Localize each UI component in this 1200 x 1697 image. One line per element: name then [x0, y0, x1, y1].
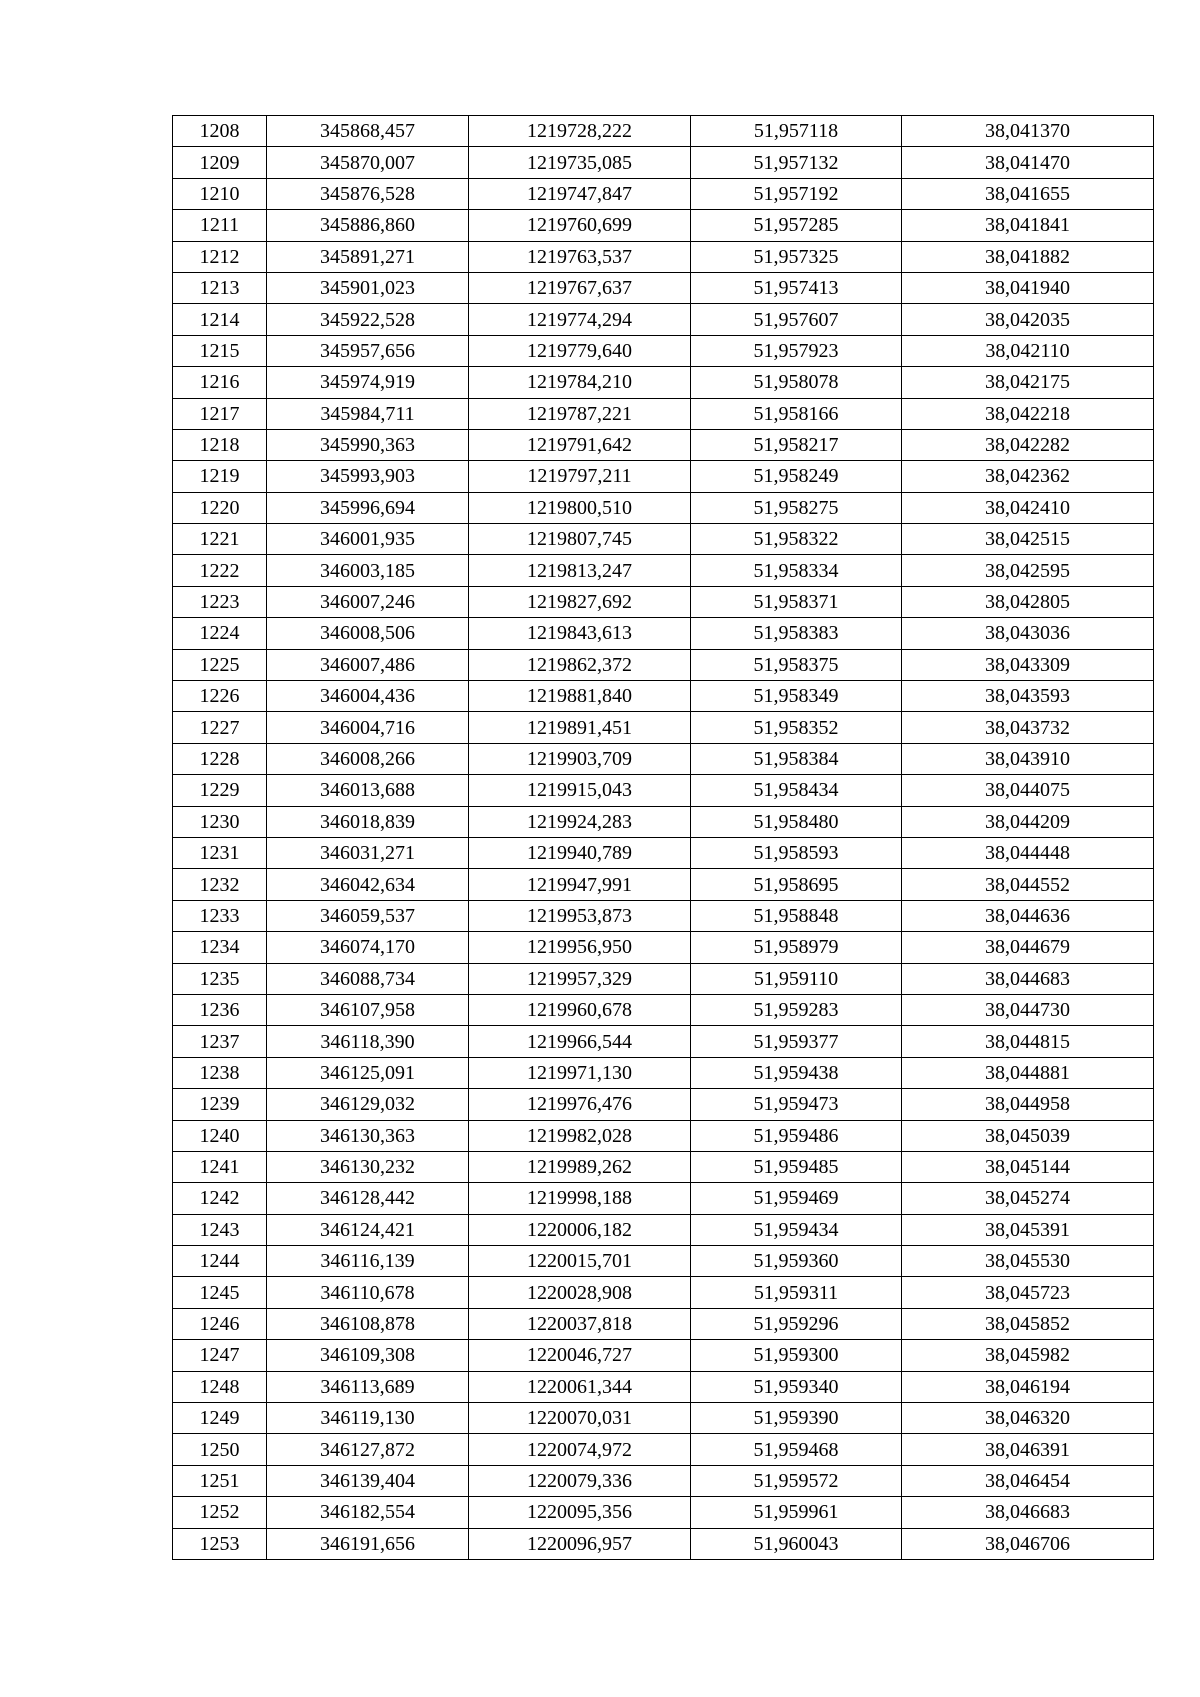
point-number-cell: 1244 — [173, 1246, 267, 1277]
longitude-cell: 38,041940 — [902, 272, 1154, 303]
latitude-cell: 51,959572 — [691, 1465, 902, 1496]
table-row — [173, 398, 1154, 429]
table-row — [173, 116, 1154, 147]
y-coordinate-cell: 1219728,222 — [469, 116, 691, 147]
x-coordinate-cell: 346113,689 — [267, 1371, 469, 1402]
longitude-cell: 38,045274 — [902, 1183, 1154, 1214]
longitude-cell: 38,045144 — [902, 1151, 1154, 1182]
longitude-cell: 38,042410 — [902, 492, 1154, 523]
longitude-cell: 38,045982 — [902, 1340, 1154, 1371]
table-row — [173, 335, 1154, 366]
latitude-cell: 51,958322 — [691, 524, 902, 555]
point-number-cell: 1251 — [173, 1465, 267, 1496]
table-row — [173, 1403, 1154, 1434]
y-coordinate-cell: 1219774,294 — [469, 304, 691, 335]
longitude-cell: 38,046391 — [902, 1434, 1154, 1465]
y-coordinate-cell: 1219760,699 — [469, 210, 691, 241]
table-row — [173, 1465, 1154, 1496]
longitude-cell: 38,044683 — [902, 963, 1154, 994]
x-coordinate-cell: 345886,860 — [267, 210, 469, 241]
point-number-cell: 1232 — [173, 869, 267, 900]
point-number-cell: 1211 — [173, 210, 267, 241]
point-number-cell: 1229 — [173, 775, 267, 806]
point-number-cell: 1238 — [173, 1057, 267, 1088]
table-row — [173, 492, 1154, 523]
longitude-cell: 38,044209 — [902, 806, 1154, 837]
latitude-cell: 51,959473 — [691, 1089, 902, 1120]
table-row — [173, 1057, 1154, 1088]
table-row — [173, 1277, 1154, 1308]
latitude-cell: 51,958371 — [691, 586, 902, 617]
x-coordinate-cell: 346003,185 — [267, 555, 469, 586]
longitude-cell: 38,041841 — [902, 210, 1154, 241]
x-coordinate-cell: 345891,271 — [267, 241, 469, 272]
y-coordinate-cell: 1219827,692 — [469, 586, 691, 617]
longitude-cell: 38,044075 — [902, 775, 1154, 806]
y-coordinate-cell: 1219779,640 — [469, 335, 691, 366]
table-row — [173, 1214, 1154, 1245]
point-number-cell: 1215 — [173, 335, 267, 366]
x-coordinate-cell: 346129,032 — [267, 1089, 469, 1120]
longitude-cell: 38,046706 — [902, 1528, 1154, 1559]
x-coordinate-cell: 346001,935 — [267, 524, 469, 555]
x-coordinate-cell: 346130,363 — [267, 1120, 469, 1151]
point-number-cell: 1212 — [173, 241, 267, 272]
latitude-cell: 51,958166 — [691, 398, 902, 429]
x-coordinate-cell: 346042,634 — [267, 869, 469, 900]
x-coordinate-cell: 346119,130 — [267, 1403, 469, 1434]
x-coordinate-cell: 346110,678 — [267, 1277, 469, 1308]
point-number-cell: 1210 — [173, 178, 267, 209]
latitude-cell: 51,959283 — [691, 994, 902, 1025]
longitude-cell: 38,043732 — [902, 712, 1154, 743]
y-coordinate-cell: 1220061,344 — [469, 1371, 691, 1402]
point-number-cell: 1242 — [173, 1183, 267, 1214]
y-coordinate-cell: 1220028,908 — [469, 1277, 691, 1308]
latitude-cell: 51,958384 — [691, 743, 902, 774]
point-number-cell: 1223 — [173, 586, 267, 617]
latitude-cell: 51,959961 — [691, 1497, 902, 1528]
latitude-cell: 51,959485 — [691, 1151, 902, 1182]
table-row — [173, 869, 1154, 900]
latitude-cell: 51,957132 — [691, 147, 902, 178]
table-row — [173, 618, 1154, 649]
latitude-cell: 51,958249 — [691, 461, 902, 492]
x-coordinate-cell: 345993,903 — [267, 461, 469, 492]
longitude-cell: 38,044958 — [902, 1089, 1154, 1120]
y-coordinate-cell: 1219800,510 — [469, 492, 691, 523]
longitude-cell: 38,045039 — [902, 1120, 1154, 1151]
x-coordinate-cell: 345984,711 — [267, 398, 469, 429]
latitude-cell: 51,958375 — [691, 649, 902, 680]
x-coordinate-cell: 346013,688 — [267, 775, 469, 806]
x-coordinate-cell: 345901,023 — [267, 272, 469, 303]
longitude-cell: 38,045530 — [902, 1246, 1154, 1277]
x-coordinate-cell: 346008,266 — [267, 743, 469, 774]
y-coordinate-cell: 1219862,372 — [469, 649, 691, 680]
latitude-cell: 51,957192 — [691, 178, 902, 209]
point-number-cell: 1253 — [173, 1528, 267, 1559]
longitude-cell: 38,042218 — [902, 398, 1154, 429]
point-number-cell: 1227 — [173, 712, 267, 743]
table-row — [173, 1183, 1154, 1214]
x-coordinate-cell: 346182,554 — [267, 1497, 469, 1528]
y-coordinate-cell: 1219763,537 — [469, 241, 691, 272]
longitude-cell: 38,044730 — [902, 994, 1154, 1025]
longitude-cell: 38,042362 — [902, 461, 1154, 492]
latitude-cell: 51,958434 — [691, 775, 902, 806]
y-coordinate-cell: 1219767,637 — [469, 272, 691, 303]
y-coordinate-cell: 1219971,130 — [469, 1057, 691, 1088]
latitude-cell: 51,957118 — [691, 116, 902, 147]
x-coordinate-cell: 346007,486 — [267, 649, 469, 680]
point-number-cell: 1218 — [173, 429, 267, 460]
point-number-cell: 1219 — [173, 461, 267, 492]
y-coordinate-cell: 1219903,709 — [469, 743, 691, 774]
y-coordinate-cell: 1219966,544 — [469, 1026, 691, 1057]
table-row — [173, 1120, 1154, 1151]
table-row — [173, 712, 1154, 743]
point-number-cell: 1236 — [173, 994, 267, 1025]
latitude-cell: 51,958480 — [691, 806, 902, 837]
latitude-cell: 51,957923 — [691, 335, 902, 366]
table-row — [173, 1026, 1154, 1057]
y-coordinate-cell: 1219843,613 — [469, 618, 691, 649]
longitude-cell: 38,043309 — [902, 649, 1154, 680]
table-row — [173, 461, 1154, 492]
latitude-cell: 51,959296 — [691, 1308, 902, 1339]
y-coordinate-cell: 1219915,043 — [469, 775, 691, 806]
point-number-cell: 1228 — [173, 743, 267, 774]
x-coordinate-cell: 346109,308 — [267, 1340, 469, 1371]
table-row — [173, 367, 1154, 398]
table-row — [173, 524, 1154, 555]
point-number-cell: 1226 — [173, 681, 267, 712]
x-coordinate-cell: 345870,007 — [267, 147, 469, 178]
table-row — [173, 1434, 1154, 1465]
longitude-cell: 38,042282 — [902, 429, 1154, 460]
x-coordinate-cell: 346130,232 — [267, 1151, 469, 1182]
latitude-cell: 51,959311 — [691, 1277, 902, 1308]
latitude-cell: 51,958275 — [691, 492, 902, 523]
point-number-cell: 1243 — [173, 1214, 267, 1245]
table-row — [173, 178, 1154, 209]
longitude-cell: 38,044881 — [902, 1057, 1154, 1088]
table-row — [173, 932, 1154, 963]
latitude-cell: 51,960043 — [691, 1528, 902, 1559]
point-number-cell: 1234 — [173, 932, 267, 963]
point-number-cell: 1231 — [173, 837, 267, 868]
point-number-cell: 1233 — [173, 900, 267, 931]
y-coordinate-cell: 1219956,950 — [469, 932, 691, 963]
x-coordinate-cell: 345990,363 — [267, 429, 469, 460]
x-coordinate-cell: 346004,436 — [267, 681, 469, 712]
point-number-cell: 1240 — [173, 1120, 267, 1151]
latitude-cell: 51,959110 — [691, 963, 902, 994]
table-row — [173, 1497, 1154, 1528]
latitude-cell: 51,957285 — [691, 210, 902, 241]
latitude-cell: 51,958349 — [691, 681, 902, 712]
longitude-cell: 38,043593 — [902, 681, 1154, 712]
point-number-cell: 1230 — [173, 806, 267, 837]
y-coordinate-cell: 1220095,356 — [469, 1497, 691, 1528]
point-number-cell: 1249 — [173, 1403, 267, 1434]
table-row — [173, 900, 1154, 931]
point-number-cell: 1247 — [173, 1340, 267, 1371]
y-coordinate-cell: 1219953,873 — [469, 900, 691, 931]
y-coordinate-cell: 1220046,727 — [469, 1340, 691, 1371]
table-row — [173, 806, 1154, 837]
latitude-cell: 51,959390 — [691, 1403, 902, 1434]
table-row — [173, 649, 1154, 680]
y-coordinate-cell: 1219998,188 — [469, 1183, 691, 1214]
table-row — [173, 586, 1154, 617]
latitude-cell: 51,959377 — [691, 1026, 902, 1057]
longitude-cell: 38,043910 — [902, 743, 1154, 774]
latitude-cell: 51,958593 — [691, 837, 902, 868]
x-coordinate-cell: 346059,537 — [267, 900, 469, 931]
longitude-cell: 38,046320 — [902, 1403, 1154, 1434]
longitude-cell: 38,042515 — [902, 524, 1154, 555]
point-number-cell: 1235 — [173, 963, 267, 994]
latitude-cell: 51,958352 — [691, 712, 902, 743]
point-number-cell: 1252 — [173, 1497, 267, 1528]
table-row — [173, 304, 1154, 335]
longitude-cell: 38,044815 — [902, 1026, 1154, 1057]
y-coordinate-cell: 1219940,789 — [469, 837, 691, 868]
x-coordinate-cell: 346108,878 — [267, 1308, 469, 1339]
point-number-cell: 1222 — [173, 555, 267, 586]
x-coordinate-cell: 346128,442 — [267, 1183, 469, 1214]
x-coordinate-cell: 346125,091 — [267, 1057, 469, 1088]
latitude-cell: 51,959300 — [691, 1340, 902, 1371]
latitude-cell: 51,959468 — [691, 1434, 902, 1465]
longitude-cell: 38,041370 — [902, 116, 1154, 147]
y-coordinate-cell: 1219807,745 — [469, 524, 691, 555]
x-coordinate-cell: 346116,139 — [267, 1246, 469, 1277]
latitude-cell: 51,958979 — [691, 932, 902, 963]
latitude-cell: 51,959434 — [691, 1214, 902, 1245]
x-coordinate-cell: 345868,457 — [267, 116, 469, 147]
point-number-cell: 1246 — [173, 1308, 267, 1339]
y-coordinate-cell: 1219976,476 — [469, 1089, 691, 1120]
x-coordinate-cell: 345974,919 — [267, 367, 469, 398]
point-number-cell: 1224 — [173, 618, 267, 649]
table-row — [173, 210, 1154, 241]
y-coordinate-cell: 1220037,818 — [469, 1308, 691, 1339]
longitude-cell: 38,042175 — [902, 367, 1154, 398]
y-coordinate-cell: 1219960,678 — [469, 994, 691, 1025]
point-number-cell: 1214 — [173, 304, 267, 335]
x-coordinate-cell: 345922,528 — [267, 304, 469, 335]
latitude-cell: 51,959438 — [691, 1057, 902, 1088]
table-row — [173, 1089, 1154, 1120]
latitude-cell: 51,958695 — [691, 869, 902, 900]
longitude-cell: 38,044448 — [902, 837, 1154, 868]
latitude-cell: 51,959360 — [691, 1246, 902, 1277]
point-number-cell: 1225 — [173, 649, 267, 680]
y-coordinate-cell: 1219791,642 — [469, 429, 691, 460]
point-number-cell: 1237 — [173, 1026, 267, 1057]
x-coordinate-cell: 346118,390 — [267, 1026, 469, 1057]
latitude-cell: 51,958848 — [691, 900, 902, 931]
x-coordinate-cell: 346008,506 — [267, 618, 469, 649]
latitude-cell: 51,959469 — [691, 1183, 902, 1214]
x-coordinate-cell: 345996,694 — [267, 492, 469, 523]
point-number-cell: 1213 — [173, 272, 267, 303]
x-coordinate-cell: 346139,404 — [267, 1465, 469, 1496]
latitude-cell: 51,958383 — [691, 618, 902, 649]
longitude-cell: 38,042805 — [902, 586, 1154, 617]
latitude-cell: 51,958217 — [691, 429, 902, 460]
table-row — [173, 743, 1154, 774]
x-coordinate-cell: 346074,170 — [267, 932, 469, 963]
longitude-cell: 38,046194 — [902, 1371, 1154, 1402]
y-coordinate-cell: 1219797,211 — [469, 461, 691, 492]
point-number-cell: 1248 — [173, 1371, 267, 1402]
point-number-cell: 1217 — [173, 398, 267, 429]
latitude-cell: 51,959486 — [691, 1120, 902, 1151]
longitude-cell: 38,044679 — [902, 932, 1154, 963]
longitude-cell: 38,043036 — [902, 618, 1154, 649]
y-coordinate-cell: 1220006,182 — [469, 1214, 691, 1245]
x-coordinate-cell: 346124,421 — [267, 1214, 469, 1245]
y-coordinate-cell: 1219982,028 — [469, 1120, 691, 1151]
longitude-cell: 38,045852 — [902, 1308, 1154, 1339]
table-row — [173, 1340, 1154, 1371]
longitude-cell: 38,044636 — [902, 900, 1154, 931]
y-coordinate-cell: 1219813,247 — [469, 555, 691, 586]
y-coordinate-cell: 1219924,283 — [469, 806, 691, 837]
x-coordinate-cell: 346191,656 — [267, 1528, 469, 1559]
y-coordinate-cell: 1220096,957 — [469, 1528, 691, 1559]
table-row — [173, 555, 1154, 586]
coordinates-table-body — [173, 116, 1154, 1560]
table-row — [173, 147, 1154, 178]
longitude-cell: 38,042595 — [902, 555, 1154, 586]
point-number-cell: 1216 — [173, 367, 267, 398]
x-coordinate-cell: 346031,271 — [267, 837, 469, 868]
x-coordinate-cell: 346107,958 — [267, 994, 469, 1025]
y-coordinate-cell: 1220015,701 — [469, 1246, 691, 1277]
longitude-cell: 38,045391 — [902, 1214, 1154, 1245]
x-coordinate-cell: 346018,839 — [267, 806, 469, 837]
longitude-cell: 38,046454 — [902, 1465, 1154, 1496]
longitude-cell: 38,046683 — [902, 1497, 1154, 1528]
y-coordinate-cell: 1220079,336 — [469, 1465, 691, 1496]
y-coordinate-cell: 1219891,451 — [469, 712, 691, 743]
table-row — [173, 681, 1154, 712]
table-row — [173, 1151, 1154, 1182]
longitude-cell: 38,042035 — [902, 304, 1154, 335]
point-number-cell: 1250 — [173, 1434, 267, 1465]
latitude-cell: 51,958078 — [691, 367, 902, 398]
table-row — [173, 1308, 1154, 1339]
latitude-cell: 51,959340 — [691, 1371, 902, 1402]
longitude-cell: 38,042110 — [902, 335, 1154, 366]
y-coordinate-cell: 1219881,840 — [469, 681, 691, 712]
longitude-cell: 38,041470 — [902, 147, 1154, 178]
coordinates-table — [172, 115, 1154, 1560]
point-number-cell: 1245 — [173, 1277, 267, 1308]
y-coordinate-cell: 1219787,221 — [469, 398, 691, 429]
table-row — [173, 1371, 1154, 1402]
table-row — [173, 775, 1154, 806]
table-row — [173, 1528, 1154, 1559]
point-number-cell: 1220 — [173, 492, 267, 523]
x-coordinate-cell: 346004,716 — [267, 712, 469, 743]
longitude-cell: 38,041655 — [902, 178, 1154, 209]
x-coordinate-cell: 345876,528 — [267, 178, 469, 209]
longitude-cell: 38,041882 — [902, 241, 1154, 272]
table-row — [173, 272, 1154, 303]
longitude-cell: 38,044552 — [902, 869, 1154, 900]
table-row — [173, 837, 1154, 868]
y-coordinate-cell: 1219735,085 — [469, 147, 691, 178]
point-number-cell: 1208 — [173, 116, 267, 147]
x-coordinate-cell: 345957,656 — [267, 335, 469, 366]
x-coordinate-cell: 346007,246 — [267, 586, 469, 617]
latitude-cell: 51,957607 — [691, 304, 902, 335]
y-coordinate-cell: 1219947,991 — [469, 869, 691, 900]
latitude-cell: 51,957325 — [691, 241, 902, 272]
point-number-cell: 1209 — [173, 147, 267, 178]
x-coordinate-cell: 346088,734 — [267, 963, 469, 994]
table-row — [173, 429, 1154, 460]
table-row — [173, 963, 1154, 994]
table-row — [173, 241, 1154, 272]
y-coordinate-cell: 1219784,210 — [469, 367, 691, 398]
table-row — [173, 1246, 1154, 1277]
latitude-cell: 51,957413 — [691, 272, 902, 303]
y-coordinate-cell: 1219747,847 — [469, 178, 691, 209]
point-number-cell: 1239 — [173, 1089, 267, 1120]
x-coordinate-cell: 346127,872 — [267, 1434, 469, 1465]
y-coordinate-cell: 1219989,262 — [469, 1151, 691, 1182]
latitude-cell: 51,958334 — [691, 555, 902, 586]
y-coordinate-cell: 1220070,031 — [469, 1403, 691, 1434]
point-number-cell: 1241 — [173, 1151, 267, 1182]
point-number-cell: 1221 — [173, 524, 267, 555]
longitude-cell: 38,045723 — [902, 1277, 1154, 1308]
y-coordinate-cell: 1220074,972 — [469, 1434, 691, 1465]
table-row — [173, 994, 1154, 1025]
y-coordinate-cell: 1219957,329 — [469, 963, 691, 994]
